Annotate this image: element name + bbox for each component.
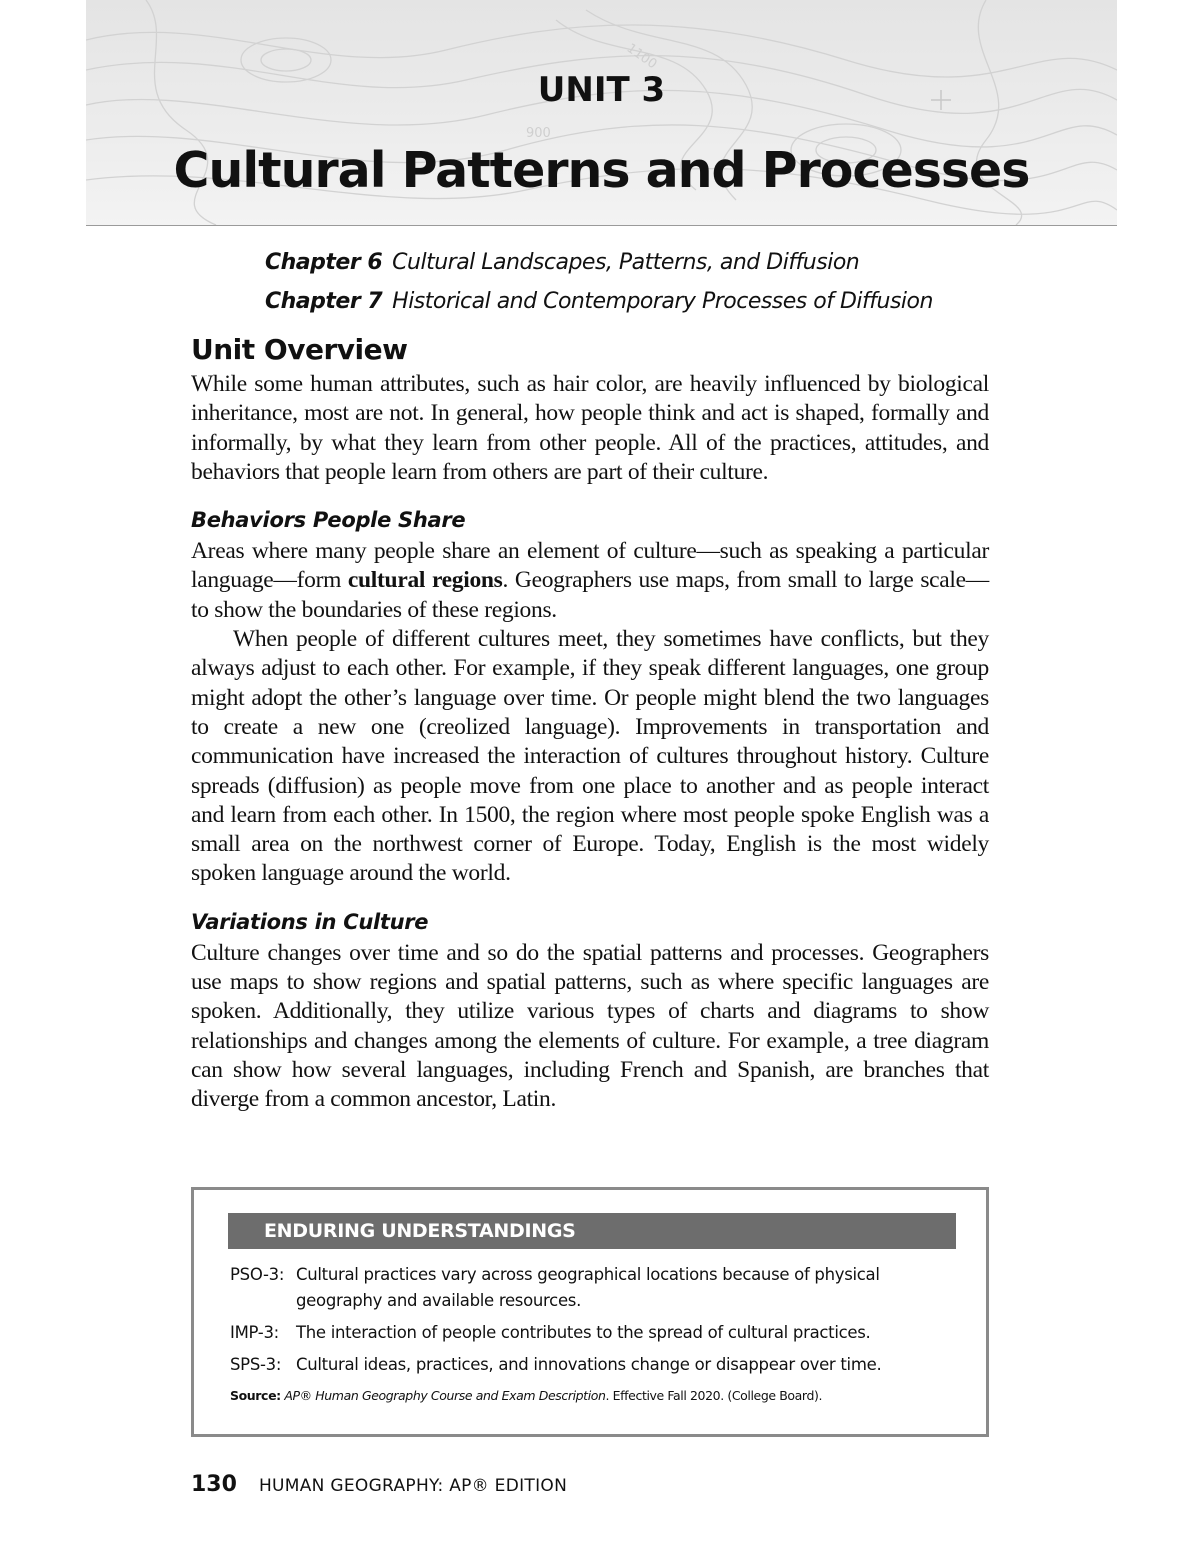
enduring-item bbox=[230, 1262, 958, 1314]
map-label-900: 900 bbox=[526, 126, 551, 141]
enduring-item bbox=[230, 1320, 958, 1346]
enduring-item-code: SPS-3: bbox=[230, 1355, 282, 1374]
variations-heading: Variations in Culture bbox=[191, 909, 429, 934]
behaviors-heading: Behaviors People Share bbox=[191, 508, 466, 533]
key-term-cultural-regions: cultural regions bbox=[347, 567, 503, 594]
chapter-entry bbox=[265, 243, 933, 282]
page-number: 130 bbox=[191, 1472, 237, 1497]
chapter-entry bbox=[265, 282, 933, 321]
overview-heading: Unit Overview bbox=[191, 333, 408, 366]
main-content bbox=[191, 330, 989, 1115]
map-label-1100: 1100 bbox=[623, 40, 660, 73]
enduring-understandings-header: ENDURING UNDERSTANDINGS bbox=[228, 1213, 956, 1249]
enduring-item-code: PSO-3: bbox=[230, 1265, 285, 1284]
enduring-item-text: Cultural practices vary across geographical locations because of physical geography and available resources. bbox=[296, 1265, 880, 1310]
enduring-item-text: The interaction of people contributes to the spread of cultural practices. bbox=[296, 1323, 871, 1342]
enduring-item-text: Cultural ideas, practices, and innovations change or disappear over time. bbox=[296, 1355, 882, 1374]
unit-label: UNIT 3 bbox=[537, 70, 666, 110]
source-citation: Source: AP® Human Geography Course and Exam Description. Effective Fall 2020. (College Board). bbox=[230, 1388, 823, 1403]
chapter-title: Historical and Contemporary Processes of Diffusion bbox=[392, 289, 933, 314]
variations-paragraph: Culture changes over time and so do the spatial patterns and processes. Geographers use maps to show regions and spatial patterns, such as where specific languages are spoken. Additionally, they utilize various types of charts and diagrams to show relationships and changes among the elements of culture. For example, a tree diagram can show how several languages, including French and Spanish, are branches that diverge from a common ancestor, Latin. bbox=[191, 939, 989, 1113]
enduring-item-code: IMP-3: bbox=[230, 1323, 279, 1342]
enduring-item bbox=[230, 1352, 958, 1378]
chapter-list bbox=[265, 243, 933, 321]
overview-paragraph: While some human attributes, such as hair color, are heavily influenced by biological inheritance, most are not. In general, how people think and act is shaped, formally and informally, by what they learn from other people. All of the practices, attitudes, and behaviors that people learn from others are part of their culture. bbox=[191, 371, 989, 485]
unit-title: Cultural Patterns and Processes bbox=[173, 142, 1030, 199]
chapter-title: Cultural Landscapes, Patterns, and Diffusion bbox=[392, 250, 860, 275]
behaviors-paragraph-1: Areas where many people share an element of culture—such as speaking a particular language—form cultural regions. Geographers use maps, from small to large scale—to show the boundaries of these regions. bbox=[191, 538, 989, 623]
chapter-number: Chapter 6 bbox=[265, 250, 383, 275]
enduring-understandings-box bbox=[191, 1187, 989, 1437]
book-title: HUMAN GEOGRAPHY: AP® EDITION bbox=[258, 1476, 568, 1496]
behaviors-paragraph-2: When people of different cultures meet, they sometimes have conflicts, but they always adjust to each other. For example, if they speak different languages, one group might adopt the other’s language over time. Or people might blend the two languages to create a new one (creolized language). Improvements in transportation and communication have increased the interaction of cultures throughout history. Culture spreads (diffusion) as people move from one place to another and as people interact and learn from each other. In 1500, the region where most people spoke English was a small area on the northwest corner of Europe. Today, English is the most widely spoken language around the world. bbox=[191, 626, 989, 887]
page-footer bbox=[191, 1472, 567, 1497]
chapter-number: Chapter 7 bbox=[265, 289, 383, 314]
